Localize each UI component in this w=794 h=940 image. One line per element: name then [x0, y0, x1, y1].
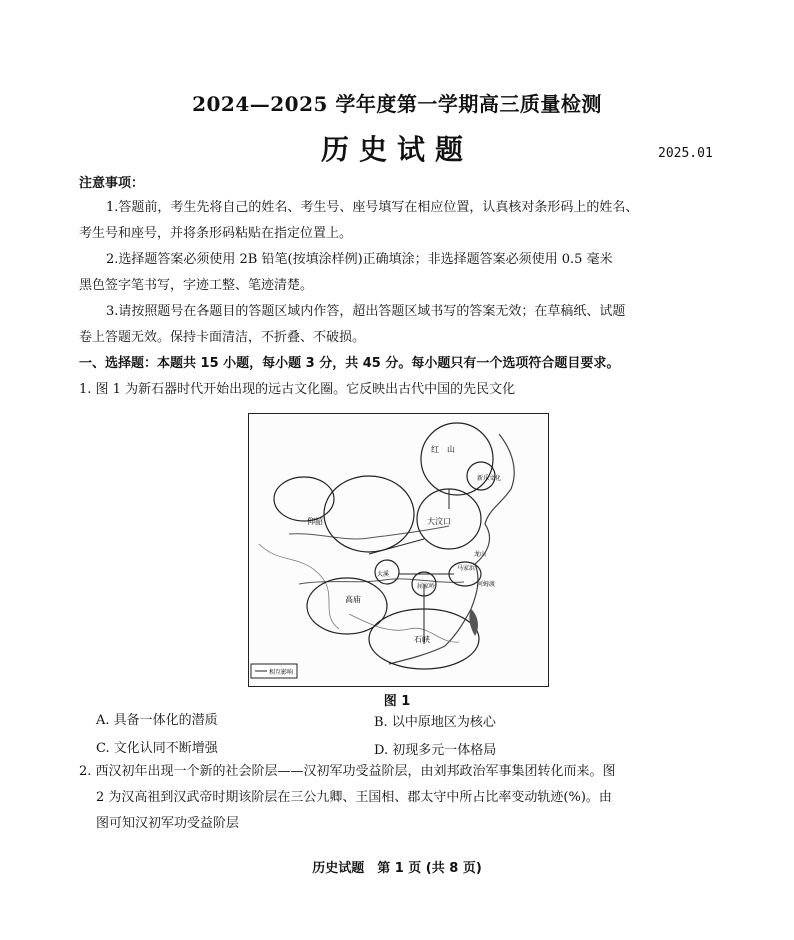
exam-subject: 历史试题 — [320, 133, 473, 166]
option-a: A. 具备一体化的潜质 — [96, 713, 218, 728]
note-line-4: 黑色签字笔书写，字迹工整、笔迹清楚。 — [79, 278, 314, 293]
influence-arrow-1 — [369, 539, 424, 554]
label-qujialing: 屈家岭 — [417, 583, 436, 590]
option-d: D. 初现多元一体格局 — [374, 743, 497, 758]
note-line-2: 考生号和座号，并将条形码粘贴在指定位置上。 — [79, 226, 353, 241]
notes-heading: 注意事项： — [79, 176, 145, 191]
option-b: B. 以中原地区为核心 — [374, 715, 496, 730]
label-gaomiao: 高庙 — [345, 595, 361, 604]
figure-1-map — [248, 413, 549, 687]
label-hongshan: 红 山 — [431, 445, 455, 454]
label-yangshao: 仰韶 — [307, 517, 323, 526]
question-2-line-3: 图可知汉初军功受益阶层 — [96, 816, 240, 831]
option-c: C. 文化认同不断增强 — [96, 741, 218, 756]
map-drawing — [249, 414, 548, 686]
yellow-river — [289, 526, 449, 539]
note-line-6: 卷上答题无效。保持卡面清洁，不折叠、不破损。 — [79, 330, 366, 345]
border-line — [259, 544, 339, 629]
northwest-circle — [274, 477, 334, 521]
hongshan-circle — [421, 423, 493, 495]
question-2-line-2: 2 为汉高祖到汉武帝时期该阶层在三公九卿、王国相、郡太守中所占比率变动轨迹(%)。由 — [96, 790, 612, 805]
label-hemudu: 河姆渡 — [477, 581, 496, 588]
taiwan-island — [469, 609, 478, 636]
legend-label: 相互影响 — [269, 669, 294, 676]
label-shixia: 石峡 — [414, 635, 430, 644]
label-daxi: 大溪 — [377, 571, 390, 578]
pearl-river — [349, 614, 459, 642]
figure-1-caption: 图 1 — [383, 694, 411, 709]
yangshao-circle — [324, 476, 414, 552]
label-xinle: 新乐文化 — [477, 475, 502, 482]
exam-title: 2024—2025 学年度第一学期高三质量检测 — [192, 92, 602, 116]
question-2-line-1: 2. 西汉初年出现一个新的社会阶层——汉初军功受益阶层，由刘邦政治军事集团转化而来。图 — [79, 764, 616, 779]
label-dawenkou: 大汶口 — [427, 517, 451, 526]
exam-date: 2025.01 — [658, 146, 713, 161]
question-1-stem: 1. 图 1 为新石器时代开始出现的远古文化圈。它反映出古代中国的先民文化 — [79, 382, 516, 397]
page-footer: 历史试题 第 1 页 (共 8 页) — [312, 861, 482, 876]
note-line-3: 2.选择题答案必须使用 2B 铅笔(按填涂样例)正确填涂；非选择题答案必须使用 0.5 毫米 — [106, 252, 613, 267]
note-line-1: 1.答题前，考生先将自己的姓名、考生号、座号填写在相应位置，认真核对条形码上的姓名、 — [106, 200, 639, 215]
section-heading: 一、选择题：本题共 15 小题，每小题 3 分，共 45 分。每小题只有一个选项符合题目要求。 — [79, 356, 620, 371]
label-longshan: 龙山 — [474, 551, 487, 558]
label-majiabang: 马家浜 — [457, 565, 476, 572]
note-line-5: 3.请按照题号在各题目的答题区域内作答，超出答题区域书写的答案无效；在草稿纸、试题 — [106, 304, 626, 319]
